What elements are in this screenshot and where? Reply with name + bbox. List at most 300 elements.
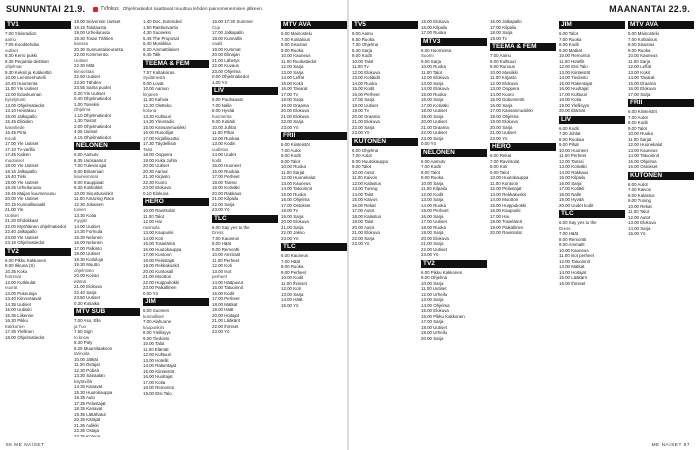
program-line: 20.00 Autot bbox=[352, 224, 375, 230]
channel-header: JIM bbox=[143, 298, 209, 306]
program-line: 18.15 Talotausta bbox=[74, 24, 107, 30]
program-line: 9.00 Remontti bbox=[212, 246, 240, 252]
program-line: 18.00 Kotia bbox=[559, 97, 582, 102]
program-line: 15.00 Uutisiiri bbox=[5, 307, 32, 312]
program-line: 15.35 Liikenne bbox=[5, 312, 34, 318]
program-line: 16.00 Tavarat bbox=[281, 86, 308, 91]
program-line: Sydämestä bbox=[143, 75, 165, 80]
program-line: 9.00 Tiedosto bbox=[143, 335, 170, 341]
program-line: kirjanen bbox=[143, 91, 159, 97]
program-line: 18.00 Ruoka bbox=[421, 224, 446, 230]
program-line: 20.00 Hoitajat bbox=[212, 312, 240, 318]
program-line: 14.35 Uutiset bbox=[5, 301, 31, 307]
program-line: 21.00 Sarja bbox=[281, 224, 304, 230]
program-line: 1.00 Toiseksi bbox=[74, 101, 100, 107]
program-line: 6.00 Kiinteistöt bbox=[281, 142, 310, 147]
program-line: 0.40 Ohjelmatiedot bbox=[74, 96, 111, 101]
channel-header: TV1 bbox=[5, 21, 71, 29]
tvfokus-logo bbox=[93, 6, 118, 12]
program-line: 14.00 Ruoka bbox=[352, 80, 377, 86]
program-line: 6.00 Puuhaavat bbox=[212, 97, 243, 102]
program-line: 19.00 Tv bbox=[490, 35, 508, 41]
program-line: 16.00 Huoltajat bbox=[143, 374, 173, 379]
program-line: Uutiset bbox=[5, 212, 19, 218]
program-line: 8.35 Perjantai-deittiset bbox=[5, 58, 49, 64]
program-line: 18.00 Tosielämä bbox=[490, 219, 522, 224]
program-line: 11.00 Yle Uutiset bbox=[5, 86, 39, 91]
program-line: 20.00 Elokuva bbox=[281, 219, 309, 224]
program-line: 23.00 Sarja bbox=[421, 135, 444, 141]
program-line: 1.10 Ohjelmatiedot bbox=[74, 112, 111, 118]
channel-header: TV5 bbox=[352, 21, 418, 29]
program-line: 22.30 Kuoro bbox=[143, 179, 167, 185]
program-line: 10.00 Kauneus bbox=[281, 53, 311, 58]
program-line: 17.00 Kulttuuri bbox=[559, 91, 588, 97]
program-line: 21.00 Elokuva bbox=[352, 119, 380, 124]
program-line: 23.35 Kotona bbox=[74, 433, 101, 437]
schedule-column bbox=[281, 19, 347, 437]
program-line: 17.00 Uutiset bbox=[421, 219, 447, 224]
program-line: 20.00 Uudet kodit bbox=[559, 202, 594, 208]
program-line: 14.00 Koti bbox=[143, 235, 163, 241]
program-line: 14.00 Tatuoinnit bbox=[628, 153, 659, 158]
program-line: Dress bbox=[212, 230, 224, 235]
program-line: 16.35 Auto bbox=[74, 395, 95, 400]
program-line: 16.00 Ruokaa bbox=[212, 168, 240, 174]
program-line: 10.00 Kauneus bbox=[628, 53, 658, 58]
channel-header: MTV SUB bbox=[74, 308, 140, 316]
program-line: 9.00 Kauppiaat bbox=[74, 179, 104, 185]
program-line: 7.05 Kooditehdas bbox=[5, 42, 40, 47]
program-line: 13.00 Kodin bbox=[212, 141, 236, 146]
program-line: 18.30 Kotioloja bbox=[74, 256, 104, 262]
program-line: 8.00 Britannian bbox=[74, 168, 104, 174]
program-line: 14.30 Yleisradio bbox=[143, 119, 175, 124]
schedule-column bbox=[421, 19, 487, 437]
program-line: 7.30 Ohjelma bbox=[352, 42, 379, 47]
program-line: 19.00 Urheiluruutu bbox=[74, 30, 111, 35]
program-line: 11.00 Sarjat bbox=[628, 136, 652, 142]
program-line: 13.00 Ohjelmatiedot bbox=[5, 102, 45, 108]
program-line: 14.00 Sarja bbox=[628, 225, 651, 231]
program-line: 6.00 Aamutv bbox=[74, 152, 99, 157]
program-line: 7.00 Ravintolat bbox=[490, 158, 520, 164]
program-line: 13.00 Sarja bbox=[421, 297, 444, 302]
program-line: 10.00 Kauneus bbox=[559, 247, 589, 253]
program-line: 9.00 Talot bbox=[628, 125, 647, 131]
program-line: 14.00 Kuoro bbox=[490, 91, 514, 97]
program-line: 16.45 Pirta bbox=[5, 130, 27, 135]
program-line: 11.00 Sarja bbox=[628, 58, 651, 64]
program-line: 11.00 Talot bbox=[143, 213, 165, 219]
program-line: 9.00 Tuning bbox=[628, 198, 651, 203]
program-line: ravintola bbox=[143, 224, 160, 230]
program-line: 10.00 Ruoka bbox=[281, 164, 306, 169]
program-line: 15.00 Kiinteistöt bbox=[143, 368, 175, 374]
program-line: 18.00 Uutiset bbox=[352, 102, 378, 108]
program-line: 12.00 Elokuva bbox=[490, 80, 518, 86]
program-line: 14.00 Ohjelma bbox=[421, 302, 450, 308]
program-line: 23.00 Yö bbox=[281, 124, 299, 130]
page-day-title: SUNNUNTAI 21.9. bbox=[6, 4, 86, 14]
program-line: hommat bbox=[5, 274, 21, 279]
channel-header: TV2 bbox=[5, 248, 71, 256]
program-line: huomenta bbox=[212, 113, 232, 119]
program-line: 6.35 Uutisaamut bbox=[74, 157, 106, 163]
program-line: 13.00 Kokit bbox=[628, 69, 650, 75]
program-line: 9.00 Kodit bbox=[352, 53, 372, 58]
program-line: 18.00 Nalle bbox=[559, 191, 582, 197]
program-line: 21.00 Draama bbox=[421, 124, 449, 130]
program-line: 8.00 Ruokaa bbox=[559, 136, 584, 142]
program-line: 23.15 Ohjelmatiedot bbox=[5, 240, 45, 245]
program-line: 19.00 Hyvää bbox=[559, 197, 584, 202]
program-line: 18.00 Kunnallis bbox=[212, 35, 243, 41]
program-line: uutiset bbox=[5, 47, 18, 53]
program-line: 17.00 Ruoka bbox=[421, 30, 446, 35]
program-line: 16.00 Huoltajat bbox=[559, 86, 589, 91]
program-line: Talot bbox=[143, 146, 153, 152]
program-line: 14.00 Moottori bbox=[490, 197, 519, 202]
program-line: kanssa bbox=[74, 41, 88, 46]
program-line: 6.00 Huomenta bbox=[421, 47, 452, 53]
program-line: 15.00 Kansanmusiikki bbox=[143, 124, 186, 130]
program-line: 6.00 Ohjelma bbox=[352, 147, 379, 153]
program-line: 12.00 Pelastajat bbox=[490, 186, 522, 191]
program-line: 10.00 Rekat bbox=[628, 203, 652, 209]
program-line: 10.35 Koko bbox=[5, 268, 28, 274]
program-line: 23.00 Ohjelma bbox=[212, 68, 241, 74]
program-line: 10.40 Huomenta bbox=[5, 80, 38, 86]
program-line: 9.30 Kotikokkit bbox=[74, 185, 103, 190]
program-line: 17.00 Kotiväki bbox=[421, 102, 449, 108]
program-line: 6.00 Kodit bbox=[559, 125, 579, 131]
program-line: 11.00 Kuntoon bbox=[490, 180, 519, 186]
program-line: 14.00 Leffat bbox=[281, 75, 305, 80]
program-line: 6.00 Suomen bbox=[143, 308, 170, 313]
program-line: 13.40 Kiinnostavat bbox=[5, 296, 42, 301]
program-line: 11.00 Pihat bbox=[212, 130, 234, 135]
program-line: 6.00 Autot bbox=[628, 181, 648, 187]
program-line: 1.50 Raittiusvartio bbox=[143, 24, 179, 30]
program-line: 19.00 Sarja bbox=[421, 230, 444, 235]
program-line: 15.45 Eliöiden bbox=[5, 119, 33, 124]
program-line: 17.00 Perheet bbox=[212, 174, 240, 179]
channel-header: MTV3 bbox=[421, 38, 487, 46]
program-line: 12.00 Elokuva bbox=[352, 69, 380, 75]
program-line: vaalit bbox=[212, 41, 223, 46]
channel-header: TLC bbox=[212, 215, 278, 223]
program-line: 11.00 Talot bbox=[421, 69, 443, 75]
program-line: 14.00 Hääpuvut bbox=[212, 279, 244, 285]
program-line: 7.57 Kultakoiras bbox=[143, 69, 175, 75]
program-line: 20.00 Yle Uutiset bbox=[5, 196, 39, 201]
program-line: 8.00 Kulttuuri bbox=[490, 58, 516, 64]
program-line: 14.00 Uutiset bbox=[74, 223, 100, 229]
program-line: 19.00 Paikallinen bbox=[490, 224, 524, 230]
channel-header: FRII bbox=[628, 99, 694, 107]
program-line: 13.00 Elokuva bbox=[628, 220, 656, 225]
program-line: 6.00 Kiinteistöt bbox=[628, 109, 657, 114]
program-line: 20.30 Sunnuntaiseuranta bbox=[74, 46, 124, 52]
program-line: 13.00 Sarja bbox=[421, 197, 444, 202]
program-line: 9.00 Sarja bbox=[421, 58, 442, 64]
program-line: 17.00 Perheet bbox=[212, 296, 240, 301]
program-line: 16.00 Sarja bbox=[421, 213, 444, 219]
program-line: 15.00 Tatuoinnit bbox=[212, 285, 243, 290]
program-line: 22.00 Uutiset bbox=[421, 246, 447, 252]
program-line: 8.00 Koti bbox=[490, 164, 508, 169]
program-line: 6.00 Say yes to the bbox=[212, 224, 250, 230]
program-line: 19.30 Muutto bbox=[74, 262, 100, 267]
program-line: 9.00 Ruoka bbox=[281, 47, 304, 53]
program-line: 7.00 Alahuone bbox=[143, 319, 172, 324]
program-line: 11.00 Ruokatiedot bbox=[281, 58, 317, 64]
program-line: 9.00 Pihat bbox=[559, 142, 579, 147]
program-line: 17.00 Kilpailu bbox=[490, 24, 517, 30]
program-line: 15.00 Kokit bbox=[281, 80, 303, 86]
program-line: 9.00 Ruoka bbox=[421, 175, 444, 180]
program-line: 13.00 Kotiäidit bbox=[352, 75, 380, 80]
program-line: 15.00 Huoneet bbox=[212, 163, 241, 168]
program-line: 15.00 Elokuva bbox=[421, 19, 449, 24]
program-line: Cup bbox=[212, 24, 221, 30]
program-line: 17.00 Tv bbox=[281, 91, 299, 97]
program-line: 12.00 Sarja bbox=[281, 64, 304, 69]
program-line: 11.00 Kaivos bbox=[352, 175, 378, 180]
program-line: 7.00 Nalle bbox=[212, 102, 232, 108]
program-line: 10.00 Talot bbox=[143, 341, 165, 346]
program-line: kunnalliset bbox=[143, 313, 164, 319]
program-line: 20.15 Kunnallisvaalit bbox=[5, 201, 46, 207]
program-line: 19.00 Sarja bbox=[281, 213, 304, 219]
channel-header: LIV bbox=[212, 87, 278, 95]
program-line: 20.00 Rakkaus bbox=[212, 190, 242, 196]
program-line: 10.00 Sarja bbox=[421, 280, 444, 286]
program-line: 4.15 Ohjelmatiedot bbox=[74, 134, 111, 140]
program-line: 13.00 Kotiväki bbox=[559, 164, 587, 169]
program-line: 18.15 Jalkapallo bbox=[5, 168, 37, 174]
tvfokus-logo-icon bbox=[93, 7, 98, 12]
program-line: kiinnostaa bbox=[74, 68, 94, 74]
program-line: 15.00 Dokumentti bbox=[490, 97, 525, 102]
program-line: 8.20 Ammattilaiset bbox=[143, 46, 179, 52]
program-line: 13.00 Rekkakuskit bbox=[490, 191, 526, 197]
program-line: 19.00 Sarja bbox=[421, 113, 444, 119]
program-line: 8.30 Sarja bbox=[352, 47, 373, 53]
program-line: 13.10 Heinäkuu bbox=[5, 108, 36, 113]
program-line: elämä bbox=[74, 278, 86, 284]
program-line: 11.00 Kilpailu bbox=[421, 186, 448, 191]
channel-header: LIV bbox=[559, 116, 625, 124]
program-line: 8.00 Kalastus bbox=[628, 192, 655, 198]
program-line: 17.35 Ylellinen bbox=[5, 329, 34, 334]
program-line: 7.00 Häät bbox=[559, 231, 579, 236]
program-line: 11.00 Amazing Race bbox=[74, 196, 115, 201]
program-line: Kakkonen bbox=[5, 323, 25, 329]
program-line: 11.00 Perheet bbox=[212, 257, 240, 263]
program-line: 8.00 Kodit bbox=[559, 42, 579, 47]
disclaimer-banner: Ohjelmatiedot saattavat muuttua lehden painomenemisen jälkeen. bbox=[122, 6, 264, 12]
program-line: 18.00 Kalastus bbox=[352, 213, 382, 219]
channel-header: TLC bbox=[559, 210, 625, 218]
program-line: 12.00 Tanssi bbox=[559, 158, 584, 164]
schedule-column bbox=[74, 19, 140, 437]
program-line: 21.00 Yle bbox=[5, 207, 24, 212]
program-line: kyselytunti bbox=[5, 97, 26, 102]
program-line: 13.00 Kaupunki bbox=[143, 230, 174, 235]
program-line: 7.00 Juhlat bbox=[559, 131, 581, 136]
program-line: 22.00 Sarja bbox=[352, 235, 375, 241]
program-line: 22.40 Sarja bbox=[74, 289, 97, 295]
program-line: 20.00 Sarja bbox=[490, 124, 513, 130]
program-line: 1.00 Yö bbox=[212, 79, 228, 85]
program-line: 12.00 Eduskunnan bbox=[5, 91, 42, 97]
program-line: 20.00 Koiran bbox=[74, 273, 99, 278]
program-line: kodit bbox=[212, 157, 222, 163]
program-line: 17.00 Kotia bbox=[143, 379, 166, 385]
program-line: 9.00 Perheet bbox=[281, 269, 307, 275]
program-line: 21.00 Uutiset bbox=[490, 130, 516, 135]
program-line: 14.00 Rakentajat bbox=[143, 363, 177, 368]
program-line: 7.00 Ruoka bbox=[559, 36, 582, 42]
program-line: 19.00 Etsi Talo bbox=[143, 390, 172, 396]
program-line: 15.00 Draama bbox=[628, 80, 656, 86]
program-line: 0.00 Ohjelmatiedot bbox=[212, 74, 249, 79]
program-line: 11.00 Perheet bbox=[559, 153, 587, 158]
program-line: 17.00 Autot bbox=[352, 208, 375, 213]
program-line: 20.30 Aamut bbox=[143, 168, 168, 174]
program-line: 9.00 Lovat bbox=[143, 80, 164, 86]
channel-header: HERO bbox=[490, 143, 556, 151]
program-line: 13.00 Isot bbox=[212, 268, 232, 274]
program-line: 16.00 Sarja bbox=[490, 102, 513, 108]
program-line: 13.00 Sarja bbox=[281, 291, 304, 297]
program-line: 17.00 Ostokset bbox=[281, 202, 311, 208]
program-line: 17.00 Yle Uutiset bbox=[5, 141, 39, 146]
program-line: 12.00 Kodit bbox=[421, 191, 444, 197]
program-line: 22.00 Sarja bbox=[212, 201, 235, 207]
program-line: 8.00 Kodit bbox=[628, 120, 648, 125]
program-line: 11.00 Talot bbox=[628, 209, 650, 214]
channel-header: NELONEN bbox=[421, 149, 487, 157]
program-line: 23.55 Sama puolet bbox=[74, 85, 111, 90]
program-line: 12.00 Kalastus bbox=[352, 180, 382, 186]
program-line: 22.50 Uutiset bbox=[74, 74, 100, 79]
channel-header: KUTONEN bbox=[628, 172, 694, 180]
program-line: 11.30 Kahvia bbox=[143, 97, 169, 102]
channel-header: MTV AVA bbox=[628, 21, 694, 29]
program-line: kotona bbox=[143, 108, 157, 113]
program-line: 12.00 Hai bbox=[143, 219, 162, 224]
program-line: 15.00 Rakentajat bbox=[559, 80, 593, 86]
program-line: 21.00 Lähetys bbox=[212, 57, 240, 63]
program-line: 21.30 Kirjasto bbox=[143, 174, 170, 179]
program-line: 12.00 Kurkkulat bbox=[5, 279, 36, 285]
schedule-column bbox=[628, 19, 694, 437]
program-line: 8.00 Talot bbox=[421, 169, 440, 175]
program-line: 16.00 Rekat bbox=[352, 202, 376, 208]
program-line: 14.00 Talot bbox=[352, 191, 374, 197]
program-line: 23.50 Uutiset bbox=[74, 295, 100, 300]
program-line: myyjät bbox=[74, 218, 87, 223]
program-line: 19.00 Talot bbox=[352, 219, 374, 224]
program-line: 20.00 Elokuva bbox=[421, 235, 449, 241]
program-line: 13.00 Ooppera bbox=[490, 86, 520, 91]
program-line: 9.00 Runous bbox=[490, 64, 515, 69]
program-line: 22.00 Kuvaus bbox=[212, 63, 239, 68]
left-header bbox=[6, 3, 342, 15]
program-line: 19.00 Rekkakuskit bbox=[143, 263, 179, 268]
program-line: 18.00 Matkat bbox=[212, 301, 238, 307]
program-line: kaupunkiin bbox=[143, 324, 164, 330]
program-line: 23.00 Yö bbox=[352, 241, 370, 246]
program-line: 10.00 Aamun bbox=[143, 86, 169, 91]
program-line: 10.00 Kodit bbox=[281, 275, 304, 280]
program-line: 12.00 Tatuoinnit bbox=[559, 258, 590, 264]
program-line: 10.00 Ravintolat bbox=[143, 208, 175, 213]
program-line: 22.00 Huippukokki bbox=[143, 279, 180, 285]
program-line: 18.00 Remontoi bbox=[143, 385, 174, 390]
program-line: 18.00 Sarja bbox=[281, 97, 304, 102]
program-line: 15.00 Kaivos bbox=[352, 197, 378, 202]
program-line: 19.00 Ylellisyys bbox=[559, 102, 590, 108]
program-line: 10.00 Huutokauppa bbox=[490, 175, 529, 180]
program-line: 22.00 Uutiset bbox=[421, 130, 447, 135]
program-line: 1.40 Doc. Extended bbox=[143, 19, 182, 24]
program-line: 4.30 Suoneksi bbox=[143, 30, 171, 35]
program-line: 13.00 Sarja bbox=[281, 69, 304, 75]
program-line: 17.30 Täydellisiä bbox=[143, 141, 176, 146]
program-line: 2.00 Ohjelmatiedot bbox=[74, 123, 111, 129]
channel-header: HERO bbox=[143, 198, 209, 206]
program-line: 13.30 Sairaalan bbox=[74, 373, 105, 378]
program-line: 12.00 Kulttuuri bbox=[143, 352, 172, 357]
program-line: 6.00 Talot bbox=[559, 31, 578, 36]
program-line: 11.00 Kirjasto bbox=[490, 75, 517, 80]
right-page bbox=[348, 0, 696, 450]
channel-header: TEEMA & FEM bbox=[143, 60, 209, 68]
program-line: 18.00 Ohjelma bbox=[490, 113, 519, 119]
program-line: 15.00 Ohjelma bbox=[628, 158, 657, 164]
program-line: 23.00 Elokuva bbox=[143, 185, 171, 190]
channel-header: FRII bbox=[281, 132, 347, 140]
program-line: 21.00 Elokuva bbox=[281, 113, 309, 119]
program-line: 7.00 Kodit bbox=[421, 164, 441, 169]
program-line: 13.00 Tuning bbox=[352, 186, 378, 191]
channel-header: TEEMA & FEM bbox=[490, 43, 556, 51]
program-line: 17.10 Tv-varilla bbox=[5, 146, 35, 152]
program-line: nuorat bbox=[5, 285, 18, 290]
program-line: perheet bbox=[212, 274, 227, 279]
program-line: 10.00 Ruoka bbox=[421, 64, 446, 69]
program-line: 15.30 Nelonen bbox=[74, 234, 103, 240]
program-line: 21.00 Sarja bbox=[421, 241, 444, 246]
program-line: 11.00 Sarjat bbox=[281, 169, 305, 175]
program-line: 8.00 Sisustus bbox=[281, 42, 308, 47]
program-line: 18.00 Sarja bbox=[490, 30, 513, 35]
program-line: 21.00 Elokuva bbox=[352, 230, 380, 235]
program-line: 18.00 Tanssi bbox=[212, 179, 237, 185]
program-line: 12.00 Huonekalut bbox=[281, 175, 316, 180]
program-line: 21.35 Aulikki bbox=[74, 422, 99, 428]
program-line: 8.30 Pöly bbox=[74, 340, 93, 345]
program-line: 11.00 Ihmiset bbox=[281, 280, 308, 286]
program-line: 14.00 Tatuoinnit bbox=[281, 186, 312, 191]
right-page-footer: ME NAISET 57 bbox=[651, 443, 690, 448]
program-line: 12.00 Urheilu bbox=[421, 291, 448, 297]
program-line: Suomi bbox=[421, 53, 434, 58]
